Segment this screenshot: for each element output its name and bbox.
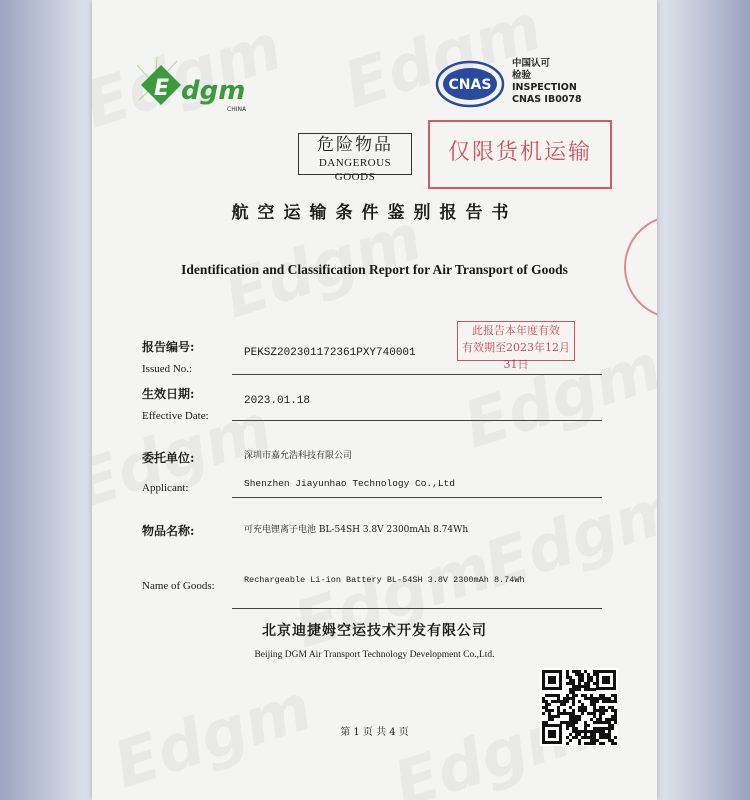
svg-text:dgm: dgm — [181, 76, 246, 106]
issued-no-label-en: Issued No.: — [142, 363, 193, 375]
validity-stamp: 此报告本年度有效 有效期至2023年12月31日 — [457, 321, 575, 361]
applicant-label-en: Applicant: — [142, 482, 189, 494]
cnas-badge-text: CNAS — [448, 77, 492, 93]
effective-date-underline — [232, 420, 602, 421]
effective-date-label-en: Effective Date: — [142, 410, 209, 422]
dangerous-goods-cn: 危险物品 — [317, 135, 393, 155]
edgm-logo — [137, 55, 267, 117]
cnas-mark — [434, 58, 604, 114]
report-page — [92, 0, 657, 800]
goods-value-cn: 可充电锂离子电池 BL-54SH 3.8V 2300mAh 8.74Wh — [244, 525, 469, 535]
company-name-cn: 北京迪捷姆空运技术开发有限公司 — [262, 623, 487, 639]
goods-value-en: Rechargeable Li-ion Battery BL-54SH 3.8V 2300mAh 8.74Wh — [244, 575, 525, 585]
dangerous-goods-box — [298, 133, 412, 183]
goods-label-en: Name of Goods: — [142, 580, 215, 592]
issued-no-underline — [232, 374, 602, 375]
effective-date-value: 2023.01.18 — [244, 395, 311, 407]
issued-no-label-cn: 报告编号: — [142, 340, 195, 354]
watermark — [286, 531, 501, 664]
issued-no-value: PEKSZ202301172361PXY740001 — [244, 347, 416, 359]
page-number: 第 1 页 共 4 页 — [340, 727, 409, 738]
dangerous-goods-en: DANGEROUS GOODS — [318, 157, 392, 183]
cargo-only-stamp: 仅限货机运输 — [428, 120, 612, 189]
logo-sub-text: CHINA — [227, 106, 247, 113]
goods-underline — [232, 608, 602, 609]
goods-label-cn: 物品名称: — [142, 524, 195, 538]
svg-text:E: E — [154, 76, 170, 101]
report-title-en: Identification and Classification Report for Air Transport of Goods — [181, 262, 568, 277]
applicant-label-cn: 委托单位: — [142, 451, 195, 465]
cnas-text: 中国认可 检验 INSPECTION CNAS IB0078 — [512, 58, 582, 105]
applicant-value-en: Shenzhen Jiayunhao Technology Co.,Ltd — [244, 478, 455, 489]
applicant-underline — [232, 497, 602, 498]
applicant-value-cn: 深圳市嘉允浩科技有限公司 — [244, 451, 353, 461]
report-title-cn: 航空运输条件鉴别报告书 — [231, 203, 518, 223]
company-name-en: Beijing DGM Air Transport Technology Development Co.,Ltd. — [254, 650, 495, 660]
effective-date-label-cn: 生效日期: — [142, 387, 195, 401]
